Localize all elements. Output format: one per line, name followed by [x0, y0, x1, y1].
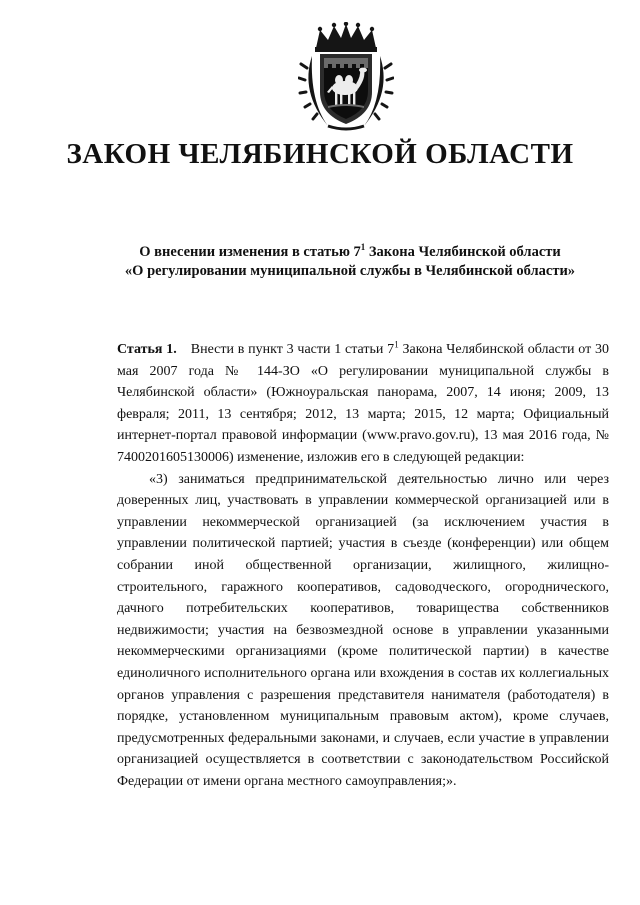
article-intro-paragraph: [117, 339, 609, 469]
law-title: ЗАКОН ЧЕЛЯБИНСКОЙ ОБЛАСТИ: [66, 138, 574, 170]
subtitle-line1-tail: Закона Челябинской области: [365, 244, 561, 260]
article-label: Статья 1.: [117, 342, 177, 357]
subtitle-line1-text: О внесении изменения в статью 7: [139, 244, 361, 260]
chelyabinsk-coat-of-arms-icon: [298, 22, 394, 134]
subtitle-line-2: «О регулировании муниципальной службы в Челябинской области»: [124, 263, 576, 279]
article-1: [117, 339, 609, 792]
subtitle-superscript: 1: [360, 242, 366, 253]
subtitle-line-1: [100, 243, 600, 262]
law-subtitle: [100, 243, 600, 281]
article-intro-tail: Закона Челябинской области от 30 мая 2007 года № 144-ЗО «О регулировании муниципальной службы в Челябинской области» (Южноуральская панорама, 2007, 14 июня; 2009, 13 февраля; 2011, 13 сентября; 2012, 13 марта; 2015, 12 марта; Официальный интернет-портал правовой информации (www.pravo.gov.ru), 13 мая 2016 года, № 7400201605130006) изменение, изложив его в следующей редакции:: [117, 342, 609, 465]
article-superscript: 1: [394, 339, 399, 350]
article-quote-paragraph: «3) заниматься предпринимательской деятельностью лично или через доверенных лиц, участвовать в управлении коммерческой организацией или в управлении некоммерческой организацией (за исключением участия в управлении политической партией; участия в съезде (конференции) или общем собрании иной общественной организации, жилищного, жилищно-строительного, гаражного кооперативов, садоводческого, огороднического, дачного потребительских кооперативов, товарищества собственников недвижимости; участия на безвозмездной основе в управлении указанными некоммерческими организациями (кроме политической партии) в качестве единоличного исполнительного органа или вхождения в состав их коллегиальных органов управления с разрешения представителя нанимателя (работодателя) в порядке, установленном муниципальным правовым актом), кроме случаев, предусмотренных федеральными законами, и случаев, если участие в управлении организацией осуществляется в соответствии с законодательством Российской Федерации от имени органа местного самоуправления;».: [117, 471, 609, 789]
article-intro-text: Внести в пункт 3 части 1 статьи 7: [190, 342, 395, 357]
